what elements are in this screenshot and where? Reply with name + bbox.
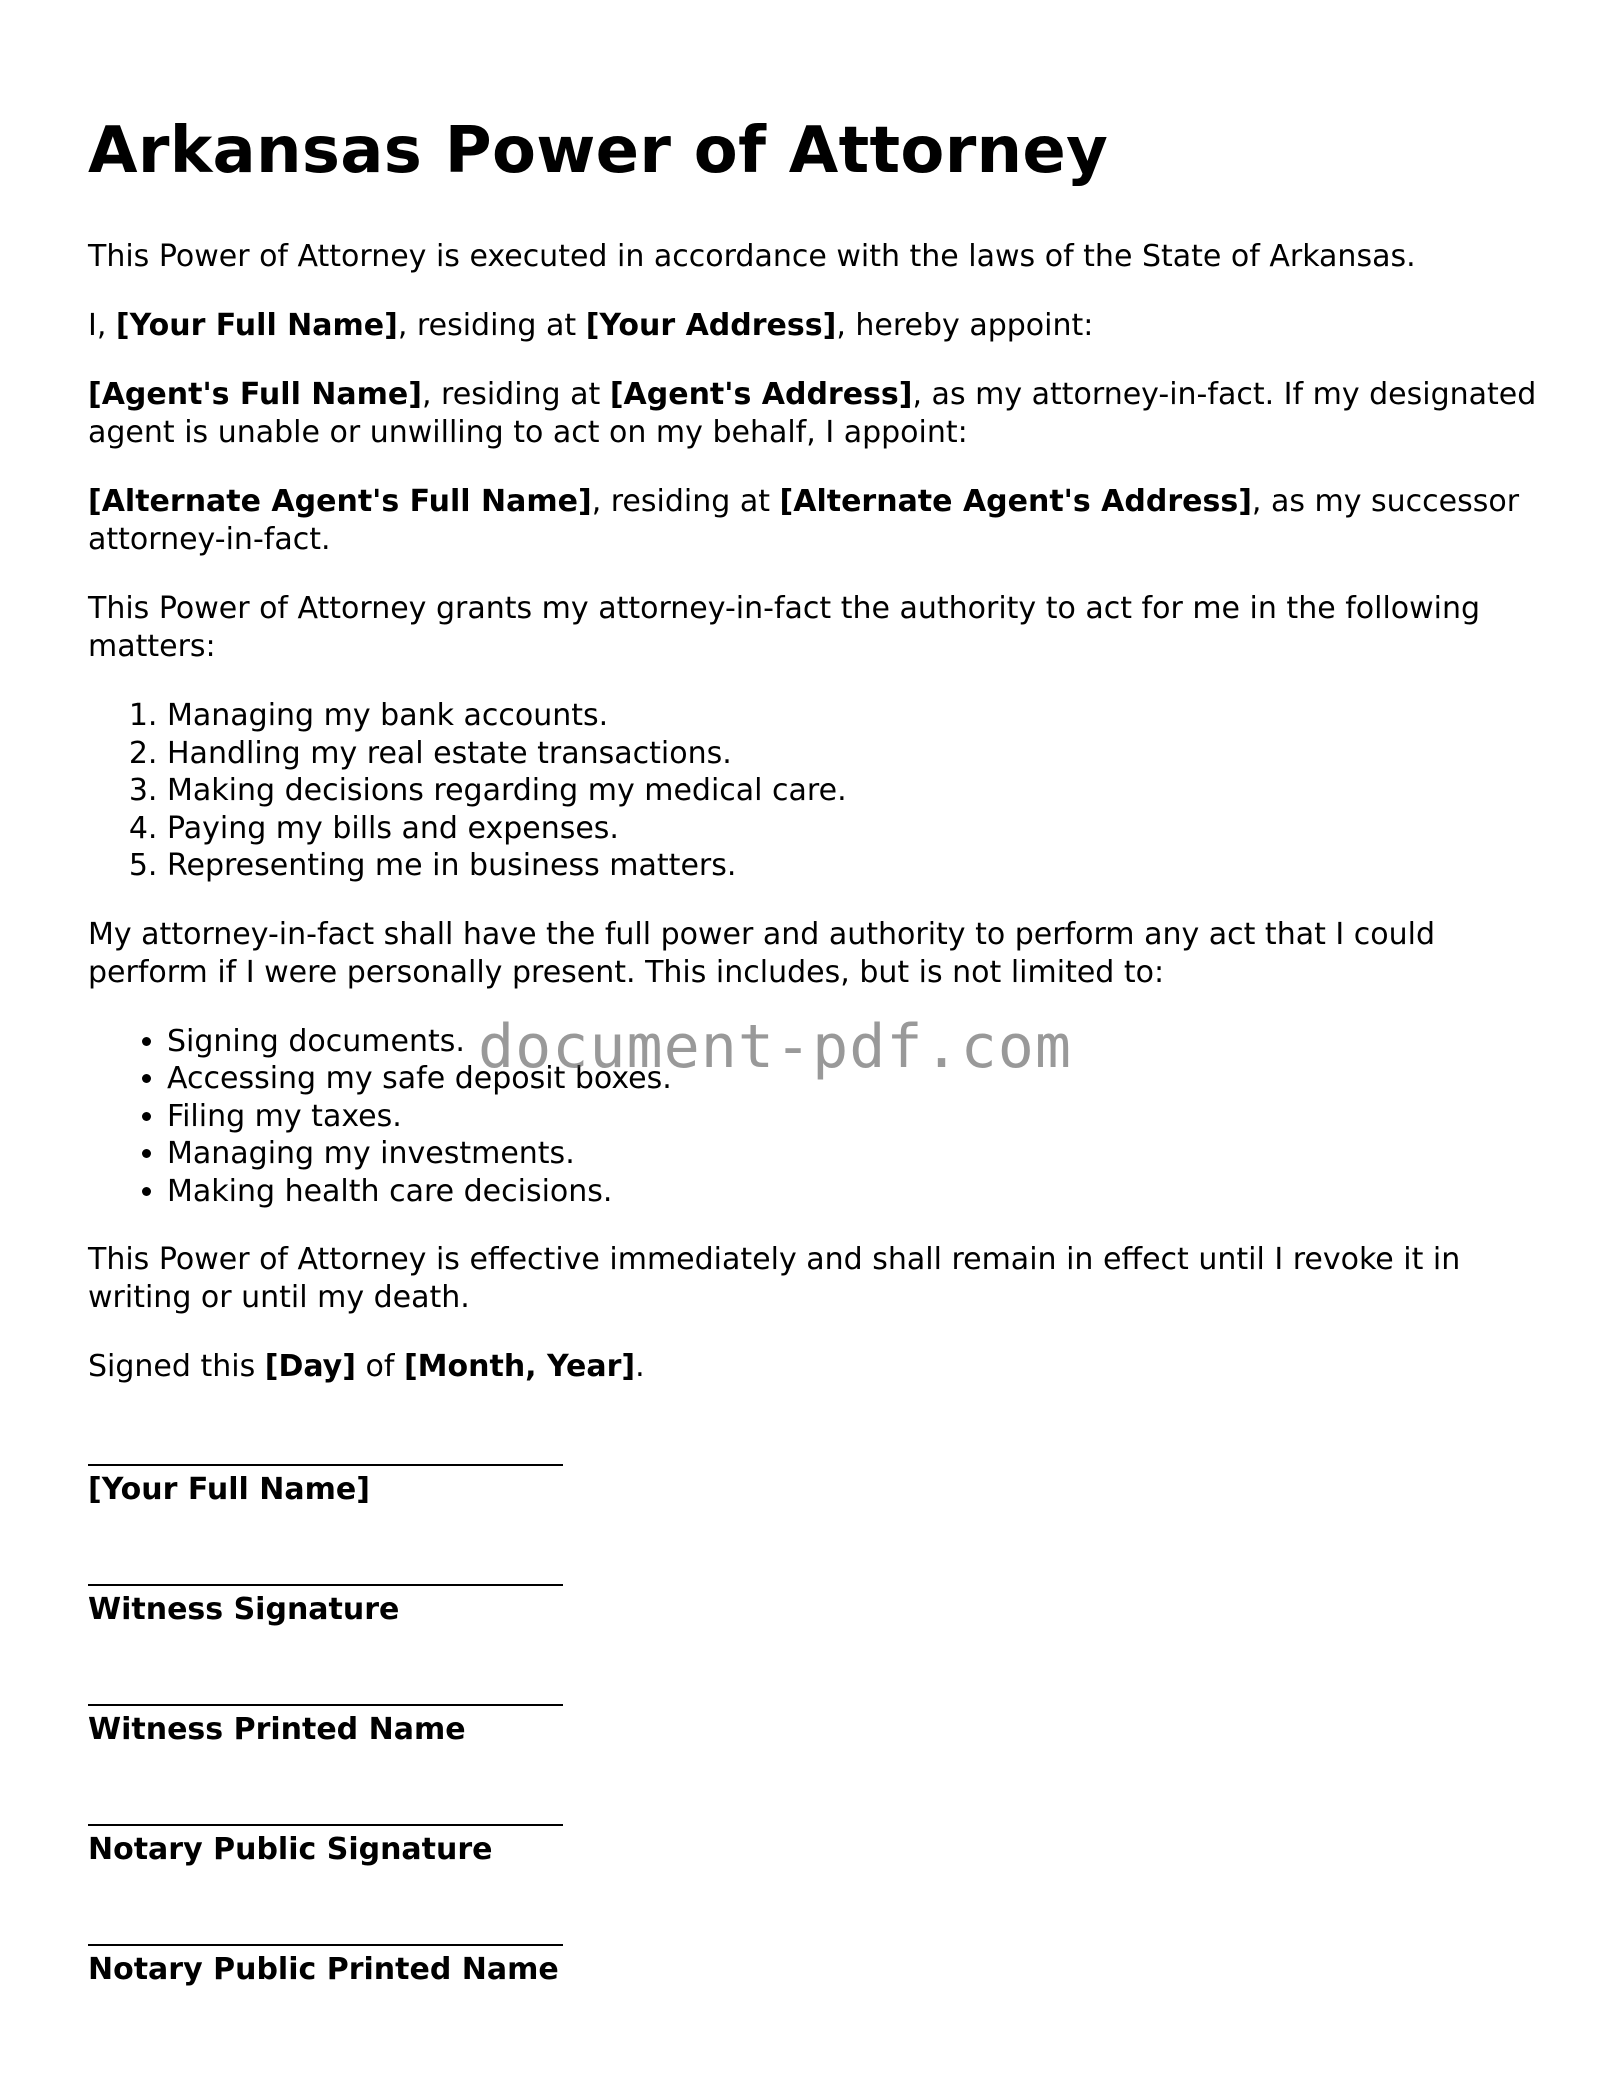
list-item: • Managing my investments. (167, 1135, 1548, 1173)
alternate-agent-name-placeholder: [Alternate Agent's Full Name] (88, 484, 592, 519)
principal-name-placeholder: [Your Full Name] (115, 308, 398, 343)
signature-line (88, 1434, 563, 1466)
list-item: • Making health care decisions. (167, 1173, 1548, 1211)
grant-paragraph: This Power of Attorney grants my attorney-in-fact the authority to act for me in the following matters: (88, 591, 1481, 664)
effective-paragraph: This Power of Attorney is effective immediately and shall remain in effect until I revoke it in writing or until my death. (88, 1242, 1461, 1315)
month-year-placeholder: [Month, Year] (403, 1349, 636, 1384)
signature-line (88, 1554, 563, 1586)
alternate-agent-paragraph: [Alternate Agent's Full Name], residing at [Alternate Agent's Address], as my successor attorney-in-fact. (88, 484, 1520, 557)
list-item: 5. Representing me in business matters. (167, 847, 1548, 885)
list-item: 4. Paying my bills and expenses. (167, 810, 1548, 848)
powers-paragraph: My attorney-in-fact shall have the full power and authority to perform any act that I could perform if I were personally present. This includes, but is not limited to: (88, 916, 1436, 990)
signature-label: Witness Signature (88, 1592, 400, 1627)
signature-line (88, 1674, 563, 1706)
notary-printed-name (88, 1914, 1548, 1990)
list-item: • Accessing my safe deposit boxes. (167, 1060, 1548, 1098)
principal-address-placeholder: [Your Address] (585, 308, 837, 343)
principal-signature (88, 1434, 1548, 1510)
signed-date-paragraph: Signed this [Day] of [Month, Year]. (88, 1349, 645, 1384)
watermark-text: document-pdf.com (478, 1012, 1072, 1082)
appointment-paragraph: I, [Your Full Name], residing at [Your Address], hereby appoint: (88, 308, 1094, 343)
list-item: • Signing documents. (167, 1023, 1548, 1061)
list-item: 3. Making decisions regarding my medical care. (167, 772, 1548, 810)
signature-line (88, 1794, 563, 1826)
signature-label: Witness Printed Name (88, 1712, 466, 1747)
matters-list (88, 697, 1548, 885)
notary-signature (88, 1794, 1548, 1870)
agent-name-placeholder: [Agent's Full Name] (88, 377, 422, 412)
witness-printed-name (88, 1674, 1548, 1750)
agent-paragraph: [Agent's Full Name], residing at [Agent's Address], as my attorney-in-fact. If my designated agent is unable or unwilling to act on my behalf, I appoint: (88, 377, 1537, 450)
signature-label: Notary Public Signature (88, 1832, 493, 1867)
signature-label: [Your Full Name] (88, 1472, 370, 1507)
list-item: • Filing my taxes. (167, 1098, 1548, 1136)
agent-address-placeholder: [Agent's Address] (609, 377, 913, 412)
day-placeholder: [Day] (264, 1349, 356, 1384)
signature-block (88, 1434, 1548, 1990)
intro-paragraph: This Power of Attorney is executed in accordance with the laws of the State of Arkansas. (88, 239, 1416, 274)
witness-signature (88, 1554, 1548, 1630)
document-title: Arkansas Power of Attorney (88, 114, 1109, 188)
list-item: 2. Handling my real estate transactions. (167, 735, 1548, 773)
alternate-agent-address-placeholder: [Alternate Agent's Address] (779, 484, 1252, 519)
signature-label: Notary Public Printed Name (88, 1952, 559, 1987)
list-item: 1. Managing my bank accounts. (167, 697, 1548, 735)
signature-line (88, 1914, 563, 1946)
